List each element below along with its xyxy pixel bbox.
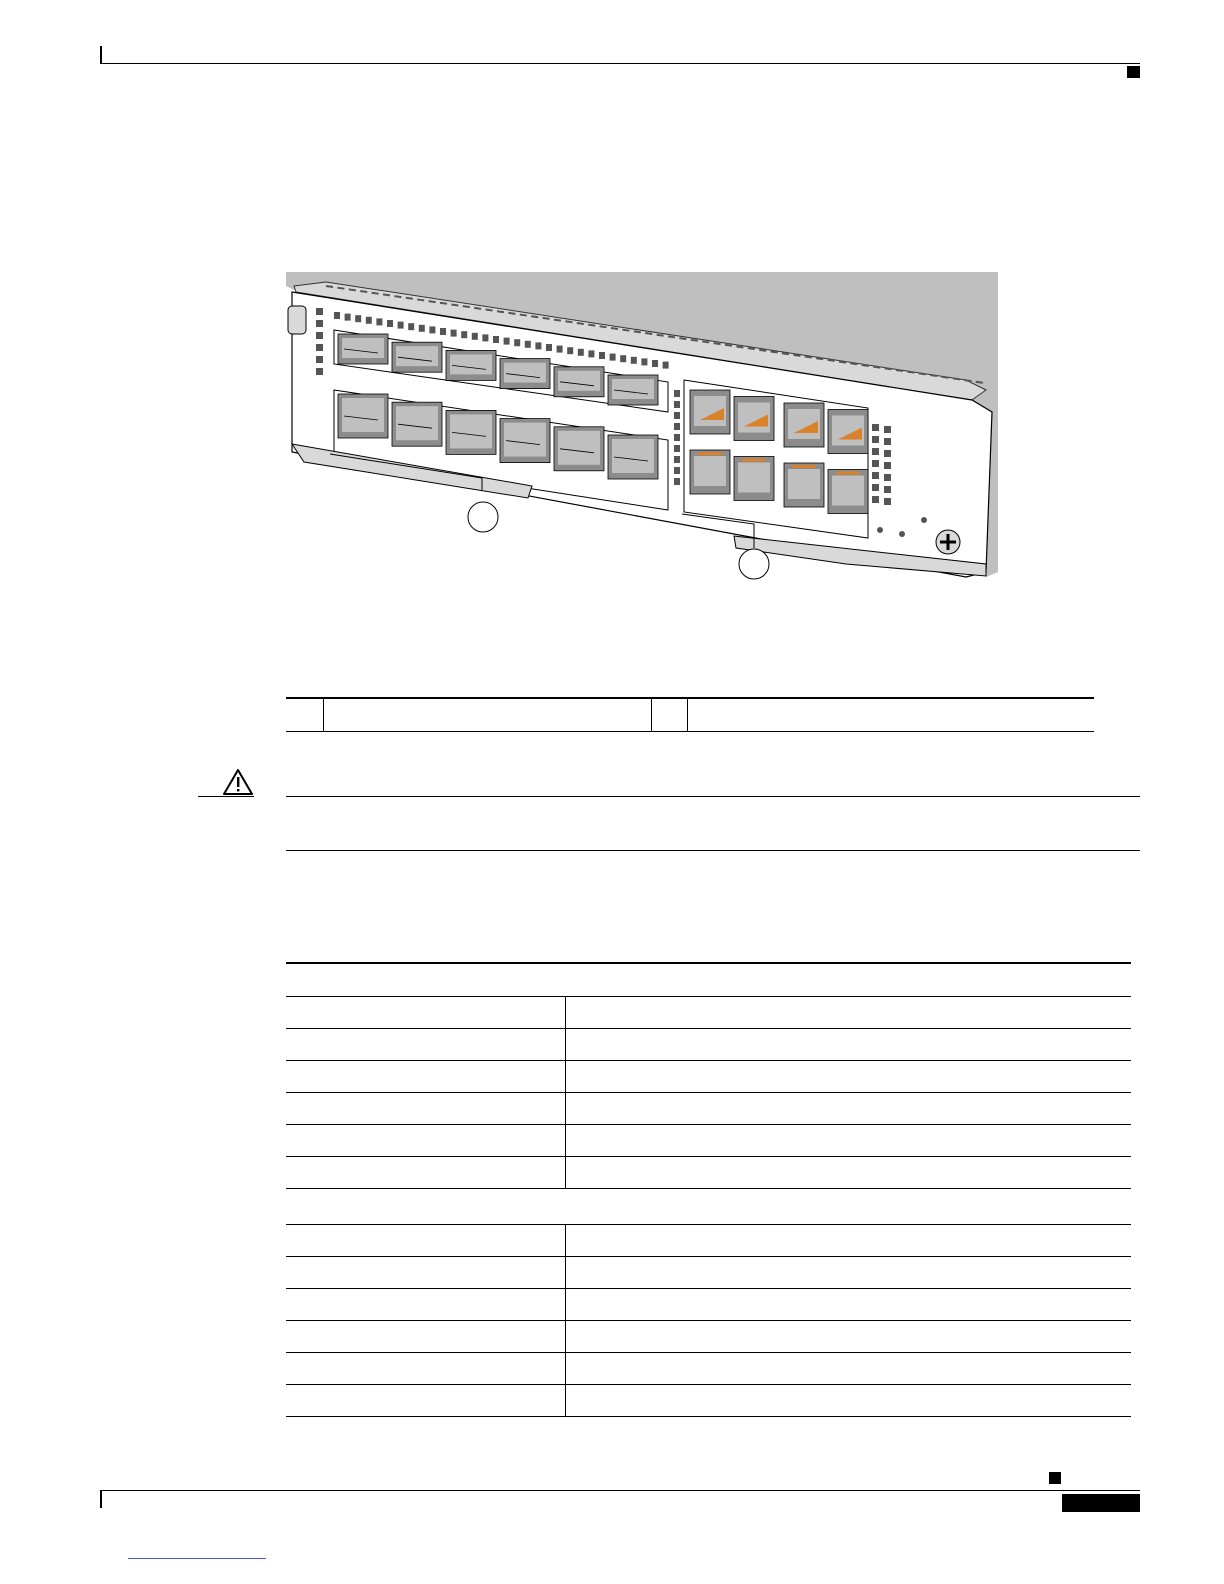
- row-label: [286, 1093, 566, 1125]
- row-label: [286, 1353, 566, 1385]
- row-value: [566, 1125, 1132, 1157]
- legend-num-2: [652, 698, 688, 732]
- row-label: [286, 1157, 566, 1189]
- table-row: [286, 1061, 1131, 1093]
- section-heading-1: [286, 964, 1131, 997]
- caution-rule-bottom: [286, 850, 1140, 851]
- spec-table-1: [286, 997, 1131, 1189]
- row-label: [286, 1385, 566, 1417]
- row-label: [286, 997, 566, 1029]
- footer-link-underline[interactable]: [128, 1558, 266, 1559]
- table-row: [286, 1385, 1131, 1417]
- callout-1: [468, 502, 498, 532]
- caution-rule-short: [198, 796, 254, 797]
- table-row: [286, 1289, 1131, 1321]
- table-row: [286, 1029, 1131, 1061]
- spec-table-2: [286, 1225, 1131, 1417]
- row-label: [286, 1125, 566, 1157]
- row-label: [286, 1029, 566, 1061]
- legend-text-2: [688, 698, 1095, 732]
- section-heading-2: [286, 1192, 1131, 1225]
- row-label: [286, 1225, 566, 1257]
- page-number-box: [1062, 1494, 1140, 1512]
- table-row: [286, 997, 1131, 1029]
- table-row: [286, 1125, 1131, 1157]
- row-value: [566, 1061, 1132, 1093]
- row-value: [566, 1385, 1132, 1417]
- row-value: [566, 1029, 1132, 1061]
- row-label: [286, 1061, 566, 1093]
- caution-triangle-icon: [222, 768, 254, 796]
- table-row: [286, 1353, 1131, 1385]
- row-label: [286, 1257, 566, 1289]
- caution-rule-top: [286, 796, 1140, 797]
- table-row: [286, 1093, 1131, 1125]
- row-value: [566, 1289, 1132, 1321]
- table-row: [286, 1157, 1131, 1189]
- row-value: [566, 1353, 1132, 1385]
- table-row: [286, 1321, 1131, 1353]
- figure-legend: [286, 697, 1094, 732]
- line-card-illustration: [286, 272, 1000, 592]
- footer-rule: [100, 1490, 1140, 1491]
- row-label: [286, 1289, 566, 1321]
- callout-2: [739, 549, 769, 579]
- row-value: [566, 1093, 1132, 1125]
- table-row: [286, 1257, 1131, 1289]
- row-value: [566, 997, 1132, 1029]
- footer-marker: [1049, 1472, 1061, 1484]
- row-label: [286, 1321, 566, 1353]
- header-rule: [100, 63, 1140, 64]
- legend-text-1: [324, 698, 652, 732]
- row-value: [566, 1321, 1132, 1353]
- legend-num-1: [286, 698, 324, 732]
- table-row: [286, 1225, 1131, 1257]
- row-value: [566, 1225, 1132, 1257]
- header-marker: [1127, 66, 1140, 78]
- row-value: [566, 1257, 1132, 1289]
- row-value: [566, 1157, 1132, 1189]
